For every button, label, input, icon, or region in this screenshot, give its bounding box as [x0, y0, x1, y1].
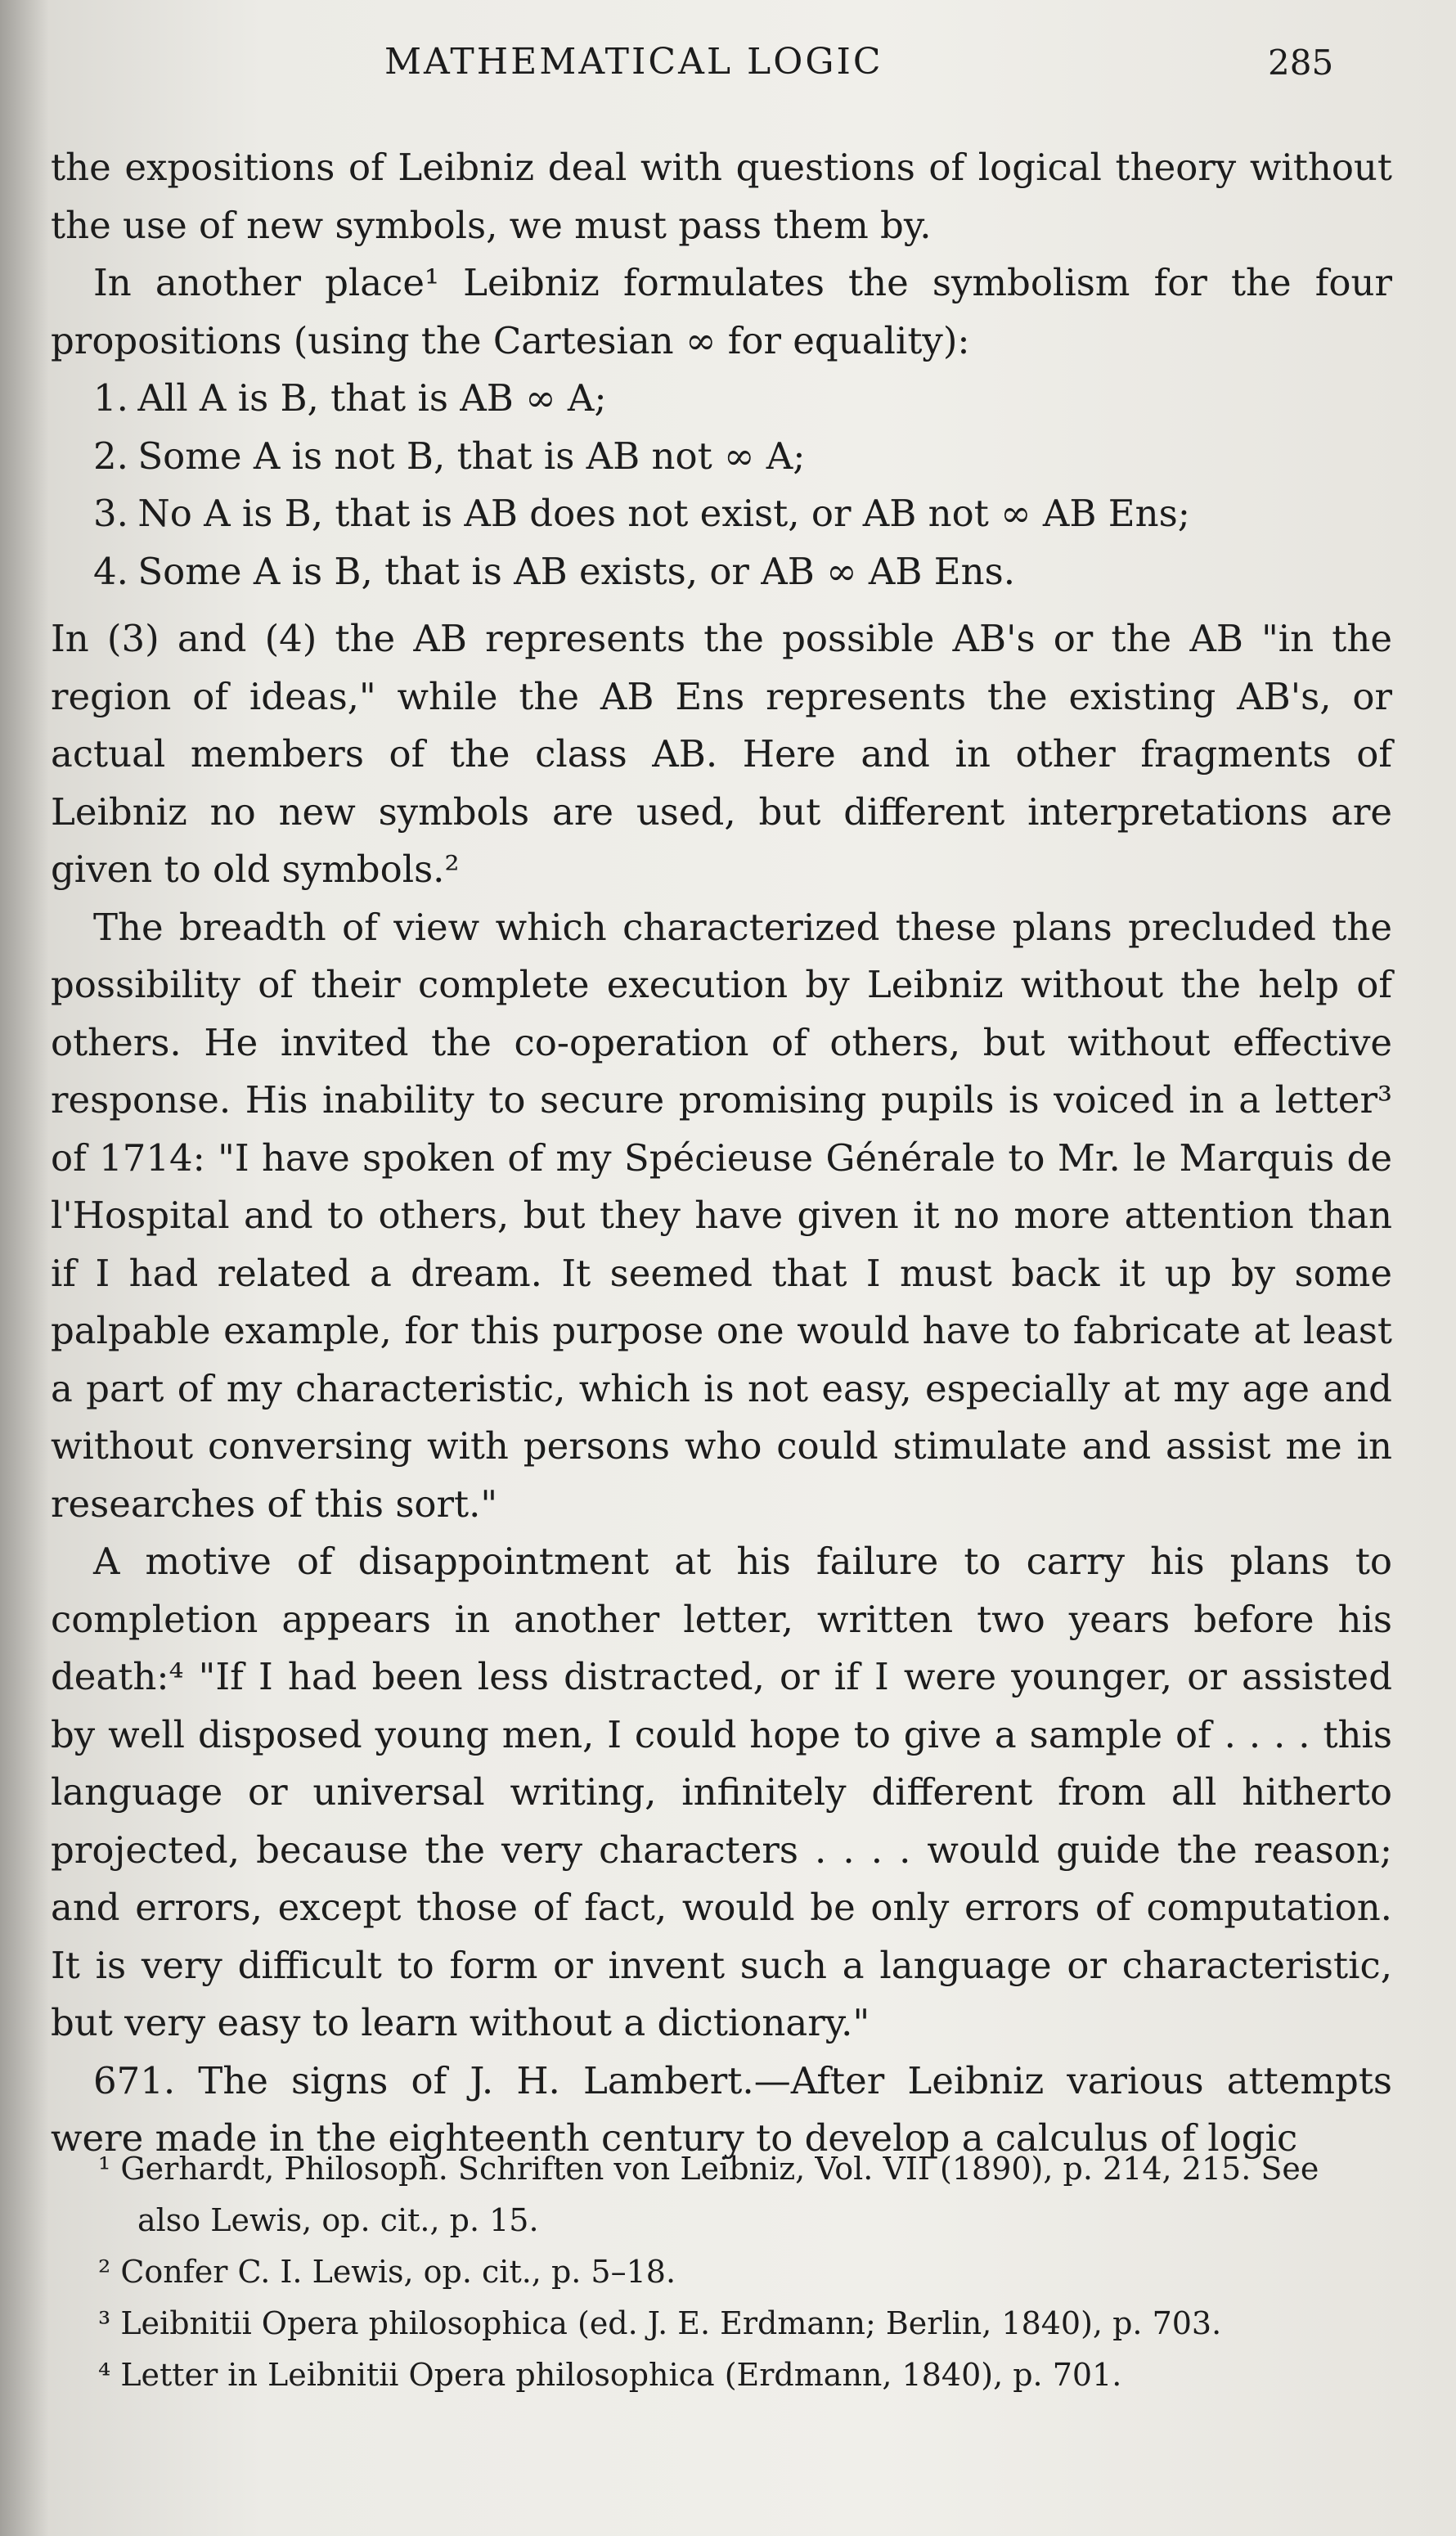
paragraph: the expositions of Leibniz deal with questions of logical theory without the use of new symbols, we must pass them by.	[51, 146, 1392, 247]
list-item-text: Some A is B, that is AB exists, or AB ∞ AB Ens.	[137, 549, 1015, 593]
paragraph: A motive of disappointment at his failure to carry his plans to completion appears in another letter, written two years before his death:⁴ "If I had been less distracted, or if I were younger, or assisted by well disposed young men, I could hope to give a sample of . . . . this language or universal writing, infinitely different from all hitherto projected, because the very characters . . . . would guide the reason; and errors, except those of fact, would be only errors of computation. It is very difficult to form or invent such a language or characteristic, but very easy to learn without a dictionary."	[51, 1540, 1392, 2044]
paragraph: In another place¹ Leibniz formulates the symbolism for the four propositions (using the Cartesian ∞ for equality):	[51, 261, 1392, 362]
list-item	[51, 428, 1392, 486]
page-number: 285	[1268, 43, 1334, 83]
body-text	[51, 139, 1392, 2168]
footnote: ⁴ Letter in Leibnitii Opera philosophica (Erdmann, 1840), p. 701.	[98, 2357, 1122, 2393]
page-header	[0, 41, 1456, 90]
footnote: ¹ Gerhardt, Philosoph. Schriften von Leibniz, Vol. VII (1890), p. 214, 215. See also Lewis, op. cit., p. 15.	[98, 2151, 1319, 2238]
section-heading-paragraph: 671. The signs of J. H. Lambert.—After Leibniz various attempts were made in the eighteenth century to develop a calculus of logic	[51, 2058, 1392, 2160]
list-item-number: 1.	[93, 376, 128, 420]
list-item	[51, 485, 1392, 543]
list-item-text: No A is B, that is AB does not exist, or AB not ∞ AB Ens;	[137, 492, 1190, 535]
binding-shadow	[0, 0, 49, 2536]
paragraph: The breadth of view which characterized these plans precluded the possibility of their complete execution by Leibniz without the help of others. He invited the co-operation of others, but without effective response. His inability to secure promising pupils is voiced in a letter³ of 1714: "I have spoken of my Spécieuse Générale to Mr. le Marquis de l'Hospital and to others, but they have given it no more attention than if I had related a dream. It seemed that I must back it up by some palpable example, for this purpose one would have to fabricate at least a part of my characteristic, which is not easy, especially at my age and without conversing with persons who could stimulate and assist me in researches of this sort."	[51, 905, 1392, 1526]
footnote: ² Confer C. I. Lewis, op. cit., p. 5–18.	[98, 2254, 676, 2290]
list-item	[51, 370, 1392, 428]
footnotes	[98, 2143, 1391, 2401]
paragraph: In (3) and (4) the AB represents the possible AB's or the AB "in the region of ideas," while the AB Ens represents the existing AB's, or actual members of the class AB. Here and in other fragments of Leibniz no new symbols are used, but different interpretations are given to old symbols.²	[51, 617, 1392, 891]
footnote: ³ Leibnitii Opera philosophica (ed. J. E. Erdmann; Berlin, 1840), p. 703.	[98, 2305, 1222, 2341]
list-item-number: 3.	[93, 492, 128, 535]
list-item-text: Some A is not B, that is AB not ∞ A;	[137, 434, 806, 478]
list-item-text: All A is B, that is AB ∞ A;	[137, 376, 607, 420]
spacer	[51, 600, 1392, 610]
proposition-list	[51, 370, 1392, 600]
list-item-number: 2.	[93, 434, 128, 478]
list-item-number: 4.	[93, 549, 128, 593]
list-item	[51, 543, 1392, 601]
running-title: MATHEMATICAL LOGIC	[384, 41, 883, 83]
